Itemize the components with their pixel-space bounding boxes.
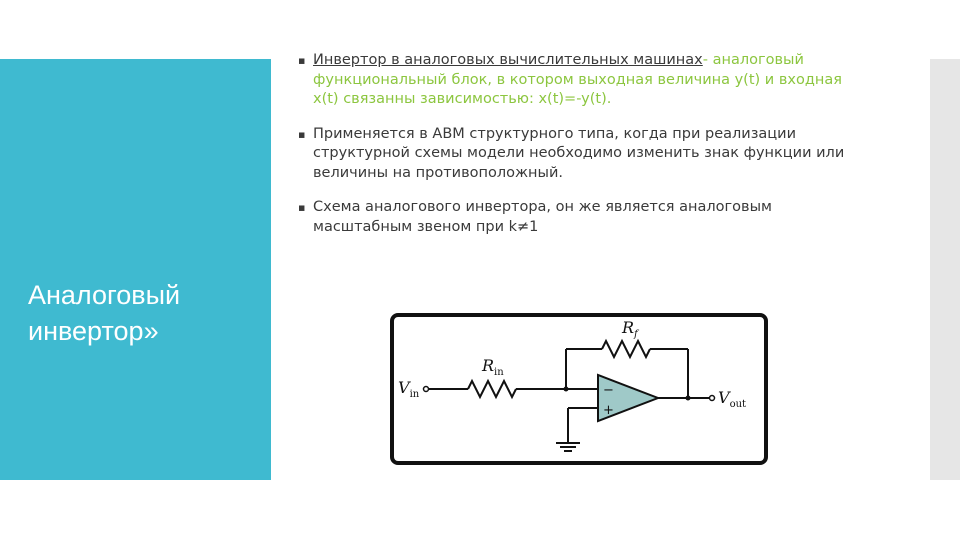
label-vin: $V_{in}$ — [398, 378, 420, 400]
slide-title: Аналоговый инвертор» — [28, 280, 181, 346]
junction-dot — [686, 396, 691, 401]
output-terminal — [710, 396, 715, 401]
bullet-item — [298, 51, 858, 110]
title-panel — [0, 59, 271, 480]
label-rin: $R_{in}$ — [482, 356, 504, 378]
op-amp-plus: + — [603, 403, 614, 418]
bullet-marker-icon: ▪ — [298, 127, 306, 141]
bullet-marker-icon: ▪ — [298, 201, 306, 214]
bullet-text: Схема аналогового инвертора, он же является аналоговым масштабным звеном при k≠1 — [313, 199, 772, 235]
op-amp-minus: − — [603, 383, 614, 398]
bullet-link[interactable]: Инвертор в аналоговых вычислительных машинах — [313, 52, 703, 68]
bullet-marker-icon: ▪ — [298, 54, 306, 67]
bullet-text — [313, 52, 842, 107]
bullet-item — [298, 198, 858, 237]
bullet-item — [298, 125, 858, 184]
bullet-text: Применяется в АВМ структурного типа, когда при реализации структурной схемы модели необходимо изменить знак функции или величины на противоположный. — [313, 125, 845, 181]
right-accent-bar — [930, 59, 960, 480]
input-terminal — [424, 387, 429, 392]
label-rf: $R_f$ — [622, 318, 638, 340]
label-vout: $V_{out}$ — [718, 388, 747, 410]
inverter-circuit-diagram — [390, 313, 768, 465]
bullet-definition: - аналоговый функциональный блок, в котором выходная величина y(t) и входная x(t) связанны зависимостью: x(t)=-y(t). — [313, 52, 842, 107]
bullet-list — [298, 51, 858, 252]
